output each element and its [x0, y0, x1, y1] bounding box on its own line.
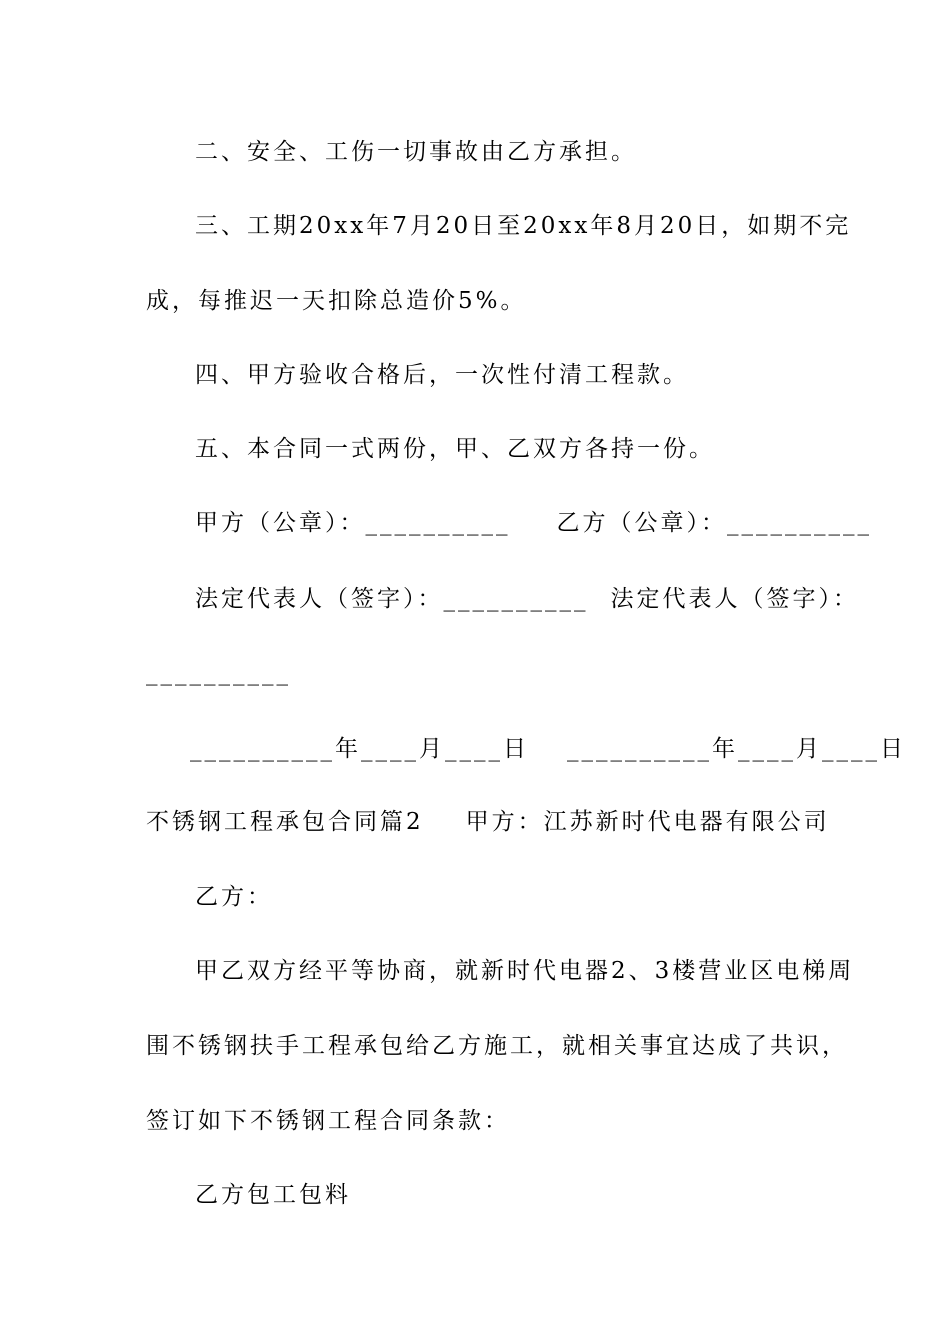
contract-2-party-a: 甲方：江苏新时代电器有限公司 — [465, 809, 830, 835]
party-a-seal-field: 甲方（公章）：__________ — [195, 510, 511, 536]
clause-4-text: 四、甲方验收合格后，一次性付清工程款。 — [195, 362, 689, 388]
party-b-seal-field: 乙方（公章）：__________ — [556, 510, 872, 536]
clause-3-text-line2: 成，每推迟一天扣除总造价5%。 — [146, 288, 527, 314]
contract-2-clause-1: 乙方包工包料 — [195, 1182, 351, 1208]
party-b-representative-field: 法定代表人（签字）： — [610, 586, 859, 612]
date-row — [190, 734, 906, 764]
representative-row — [195, 584, 859, 614]
party-a-date-field: __________年____月____日 — [190, 736, 529, 762]
contract-2-intro-line2: 围不锈钢扶手工程承包给乙方施工，就相关事宜达成了共识， — [146, 1033, 848, 1059]
contract-2-intro-line3: 签订如下不锈钢工程合同条款： — [146, 1108, 510, 1134]
clause-2-text: 二、安全、工伤一切事故由乙方承担。 — [195, 139, 637, 165]
party-b-representative-blank: __________ — [146, 660, 291, 686]
clause-3-text-line1: 三、工期20xx年7月20日至20xx年8月20日，如期不完 — [195, 213, 852, 239]
party-a-representative-field: 法定代表人（签字）：__________ — [195, 586, 589, 612]
contract-2-heading: 不锈钢工程承包合同篇2 — [146, 809, 424, 835]
seal-row — [195, 508, 872, 538]
contract-2-heading-row — [146, 807, 830, 837]
party-b-date-field: __________年____月____日 — [567, 736, 906, 762]
clause-5-text: 五、本合同一式两份，甲、乙双方各持一份。 — [195, 436, 715, 462]
contract-2-party-b: 乙方： — [195, 884, 273, 910]
contract-2-intro-line1: 甲乙双方经平等协商，就新时代电器2、3楼营业区电梯周 — [195, 958, 855, 984]
